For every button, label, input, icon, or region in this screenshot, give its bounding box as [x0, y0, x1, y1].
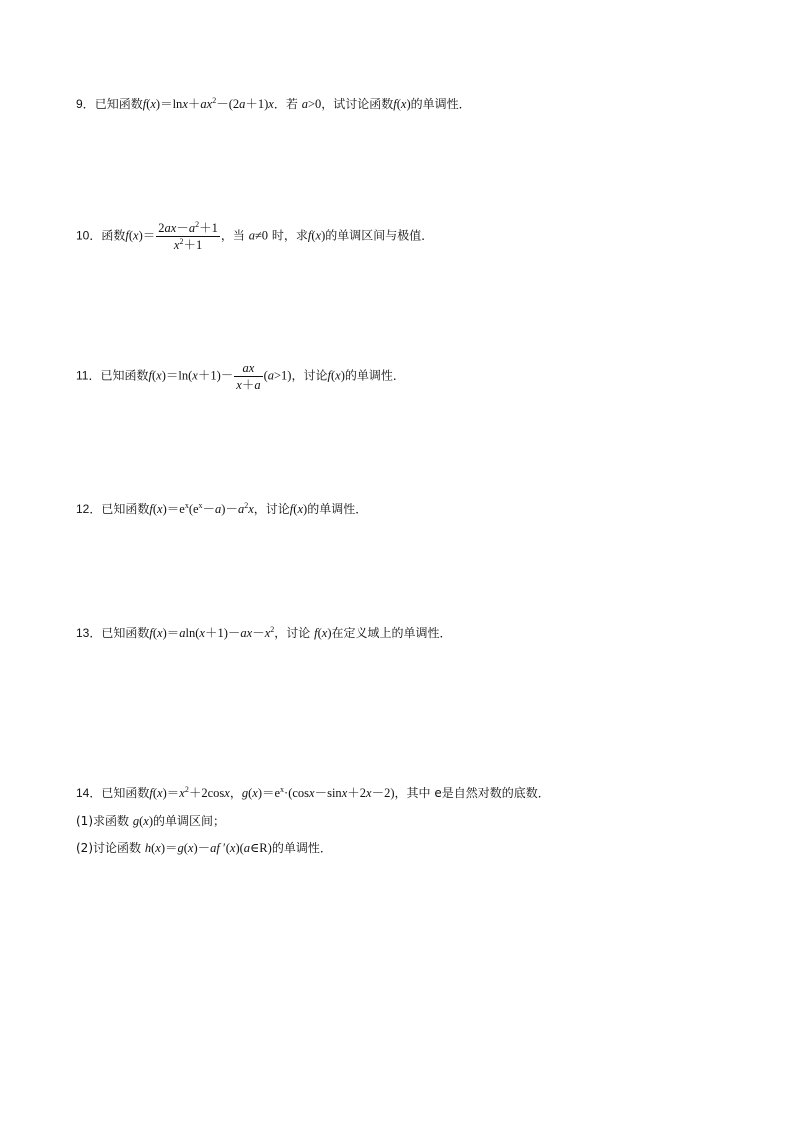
problem-number: 10． — [76, 228, 102, 243]
problem-number: 11． — [76, 368, 101, 383]
problem-9: 9．已知函数$f(x)=\ln x+ax^2-(2a+1)x$．若 a>0，试讨论函数f(x)的单调性． — [76, 96, 471, 111]
problem-14-part-2: (2)讨论函数 h(x)＝g(x)－af ′(x)(a∈R)的单调性． — [76, 841, 332, 855]
problem-14: 14．已知函数$f(x)=x^2+2\cos x$，$g(x)=e^x\cdot(\cos x-\sin x+2x-2)$，其中 e是自然对数的底数． — [76, 785, 550, 800]
problem-number: 9． — [76, 97, 95, 111]
problem-11: 11．已知函数f(x)＝ln(x＋1)－ $\frac{ax}{x+a}$ (a>1)，讨论f(x)的单调性． — [76, 361, 405, 392]
problem-13: 13．已知函数$f(x)=aln(x+1)-ax-x^2$，讨论 f(x)在定义域上的单调性． — [76, 625, 452, 640]
problem-10: 10．函数f(x)＝ $\frac{2ax-a^2+1}{x^2+1}$ ，当 a≠0 时，求f(x)的单调区间与极值． — [76, 220, 434, 252]
fraction: $\frac{2ax-a^2+1}{x^2+1}$ — [158, 220, 218, 252]
problem-number: 14． — [76, 786, 102, 800]
fraction: $\frac{ax}{x+a}$ — [236, 361, 261, 392]
problem-number: 12． — [76, 502, 102, 516]
problem-12: 12．已知函数$f(x)=e^x(e^x-a)-a^2x$，讨论f(x)的单调性． — [76, 501, 368, 516]
problem-14-part-1: (1)求函数 g(x)的单调区间； — [76, 814, 225, 828]
problem-number: 13． — [76, 626, 102, 640]
